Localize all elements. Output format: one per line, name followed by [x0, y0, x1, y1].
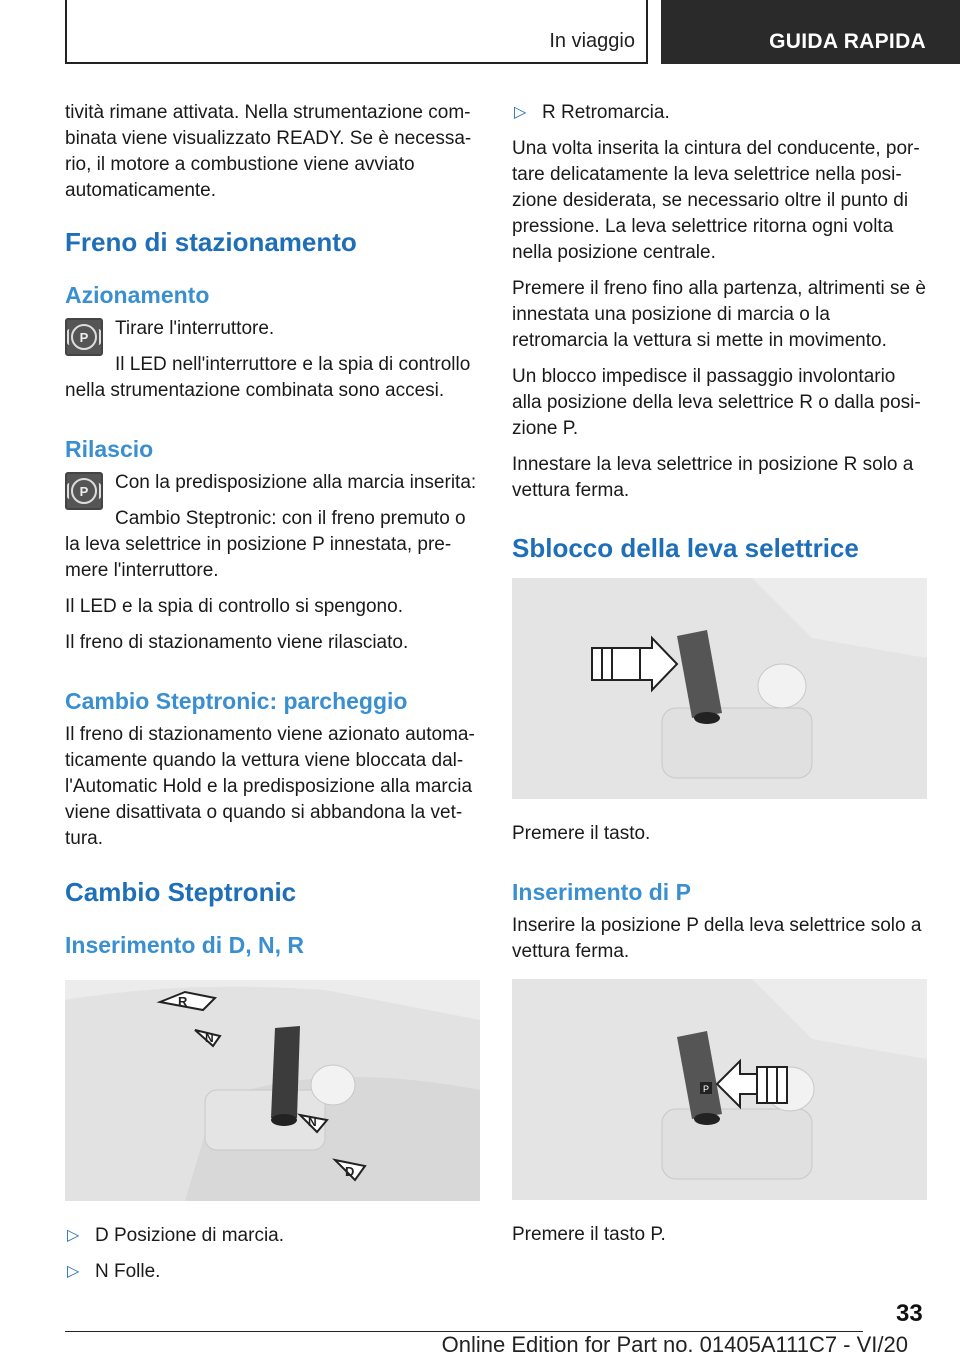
- release-led: Il LED e la spia di controllo si spengono.: [65, 596, 403, 617]
- bullet-d: ▷ D Posizione di marcia.: [67, 1225, 285, 1246]
- heading-engage-p: Inserimento di P: [512, 879, 691, 905]
- brake-paragraph: Premere il freno fino alla partenza, altrimenti se è innestata una posizione di marcia o la retromarcia la vettura si mette in movimento.: [512, 278, 926, 351]
- release-condition: Con la predisposizione alla marcia inserita:: [115, 472, 477, 493]
- label-n-bottom: N: [308, 1115, 317, 1129]
- parking-brake-icon: P: [65, 472, 103, 510]
- release-step: Cambio Steptronic: con il freno premuto o la leva selettrice in posizione P innestata, pre-mere l'interruttore.: [65, 508, 466, 581]
- actuation-result: Il LED nell'interruttore e la spia di controllo nella strumentazione combinata sono accesi.: [65, 354, 471, 401]
- page-number: 33: [896, 1300, 923, 1327]
- parking-brake-icon: P: [65, 318, 103, 356]
- bullet-n: ▷ N Folle.: [67, 1261, 161, 1282]
- selector-p-illustration: [512, 979, 927, 1200]
- bullet-r: ▷ R Retromarcia.: [514, 102, 670, 123]
- label-d: D: [345, 1164, 355, 1179]
- actuation-block: [65, 316, 480, 404]
- section-label: In viaggio: [549, 30, 635, 52]
- heading-unlock: Sblocco della leva selettrice: [512, 533, 859, 563]
- parking-paragraph: Il freno di stazionamento viene azionato automa-ticamente quando la vettura viene bloccata dal-l'Automatic Hold e la predisposizione alla marcia viene disattivata o quando si abbandona la vet-tura.: [65, 724, 475, 849]
- footer-edition: Online Edition for Part no. 01405A111C7 - VI/20: [441, 1332, 908, 1357]
- heading-actuation: Azionamento: [65, 282, 210, 308]
- selector-unlock-illustration: [512, 578, 927, 799]
- heading-steptronic-parking: Cambio Steptronic: parcheggio: [65, 688, 408, 714]
- guide-tab[interactable]: [661, 0, 960, 64]
- caption-press-p: Premere il tasto P.: [512, 1224, 666, 1245]
- intro-paragraph: tività rimane attivata. Nella strumentazione com-binata viene visualizzato READY. Se è necessa-rio, il motore a combustione viene avviato automaticamente.: [65, 102, 472, 201]
- lock-paragraph: Un blocco impedisce il passaggio involontario alla posizione della leva selettrice R o dalla posi-zione P.: [512, 366, 921, 439]
- left-column: [65, 100, 480, 1295]
- heading-engage-dnr: Inserimento di D, N, R: [65, 932, 304, 958]
- label-n-top: N: [205, 1031, 214, 1045]
- selector-paragraph: Una volta inserita la cintura del conducente, por-tare delicatamente la leva selettrice nella posi-zione desiderata, se necessario oltre il punto di pressione. La leva selettrice ritorna ogni volta nella posizione centrale.: [512, 138, 920, 263]
- reverse-paragraph: Innestare la leva selettrice in posizione R solo a vettura ferma.: [512, 454, 914, 501]
- release-result: Il freno di stazionamento viene rilasciato.: [65, 632, 409, 653]
- label-p: P: [703, 1084, 710, 1094]
- caption-press-button: Premere il tasto.: [512, 823, 651, 844]
- engage-p-paragraph: Inserire la posizione P della leva selettrice solo a vettura ferma.: [512, 915, 922, 962]
- actuation-step: Tirare l'interruttore.: [115, 318, 275, 339]
- label-r: R: [178, 994, 188, 1009]
- heading-parking-brake: Freno di stazionamento: [65, 227, 357, 257]
- heading-steptronic: Cambio Steptronic: [65, 877, 297, 907]
- release-block: [65, 470, 480, 656]
- guide-tab-label: GUIDA RAPIDA: [769, 30, 926, 53]
- heading-release: Rilascio: [65, 436, 154, 462]
- gear-selector-dnr-illustration: [65, 980, 480, 1201]
- right-column: [512, 100, 927, 1258]
